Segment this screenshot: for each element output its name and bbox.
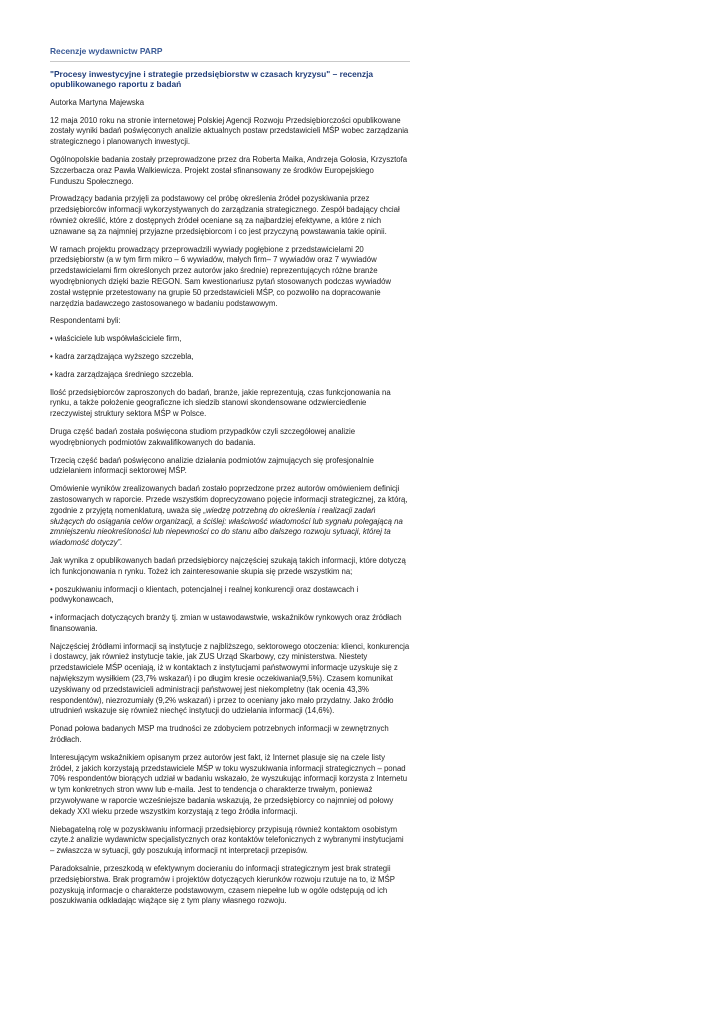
paragraph-12: Ponad połowa badanych MSP ma trudności ze zdobyciem potrzebnych informacji w zewnętrznych źródłach.: [50, 724, 389, 745]
section-title: Recenzje wydawnictw PARP: [50, 46, 410, 62]
paragraph-15: Paradoksalnie, przeszkodą w efektywnym docieraniu do informacji strategicznym jest brak strategii przedsiębiorstwa. Brak programów i projektów dotyczących kierunków rozwoju rzutuje na to, iż MŚP pozyskują informacje o charakterze podstawowym, czasem niepełne lub w ogóle odstępują od ich poszukiwania odkładając wiążące się z tym plany własnego rozwoju.: [50, 864, 395, 906]
paragraph-5: Respondentami byli:: [50, 316, 121, 326]
paragraph-9-text: Omówienie wyników zrealizowanych badań zostało poprzedzone przez autorów omówieniem definicji zastosowanych w raporcie. Przede wszystkim doprecyzowano pojęcie informacji strategicznej, za którą, zgodnie z przyjętą nomenklaturą, uważa się: [50, 484, 408, 515]
document-page: [50, 0, 410, 907]
paragraph-6: Ilość przedsiębiorców zaproszonych do badań, branże, jakie reprezentują, czas funkcjonowania na rynku, a także położenie geograficzne ich siedzib stanowi skondensowane odzwierciedlenie rzeczywistej struktury sektora MŚP w Polsce.: [50, 387, 391, 419]
paragraph-1: 12 maja 2010 roku na stronie internetowej Polskiej Agencji Rozwoju Przedsiębiorczości opublikowane zostały wyniki badań poświęconych analizie aktualnych postaw przedstawicieli MŚP wobec zarządzania strategicznego i planowanych inwestycji.: [50, 115, 409, 147]
paragraph-9: [50, 484, 410, 549]
paragraph-7: Druga część badań została poświęcona studiom przypadków czyli szczegółowej analizie wyodrębnionych podmiotów zakwalifikowanych do badania.: [50, 426, 356, 447]
list-item: • kadra zarządzająca średniego szczebla.: [50, 369, 194, 379]
list-item: • kadra zarządzająca wyższego szczebla,: [50, 351, 194, 361]
paragraph-14: Niebagatelną rolę w pozyskiwaniu informacji przedsiębiorcy przypisują również kontaktom osobistym czyte.ż analizie wydawnictw specjalistycznych oraz kontaktów telefonicznych z wybranymi instytucjami – zwłaszcza w sytuacji, gdy poszukują informacji nt interpretacji przepisów.: [50, 824, 404, 856]
paragraph-4: W ramach projektu prowadzący przeprowadzili wywiady pogłębione z przedstawicielami 20 przedsiębiorstw (a w tym firm mikro – 6 wywiadów, małych firm– 7 wywiadów oraz 7 wywiadów przedstawicielami firm określonych przez autorów jako średnie) reprezentujących różne branże wyodrębnionych dzięki bazie REGON. Sam kwestionariusz pytań stosowanych podczas wywiadów został wstępnie przetestowany na grupie 50 przedstawicieli MŚP, co pozwoliło na dopracowanie narzędzia badawczego zastosowanego w badaniu podstawowym.: [50, 244, 392, 308]
article-author: Autorka Martyna Majewska: [50, 97, 145, 107]
list-item: • właściciele lub współwłaściciele firm,: [50, 334, 182, 344]
paragraph-13: Interesującym wskaźnikiem opisanym przez autorów jest fakt, iż Internet plasuje się na czele listy źródeł, z jakich korzystają przedstawiciele MŚP w toku wyszukiwania informacji strategicznych – ponad 70% respondentów biorących udział w badaniu wskazało, że wyszukując informacji korzysta z Internetu w tym konkretnych stron www lub e-maila. Jest to tendencja o charakterze trwałym, ponieważ przywoływane w raporcie wcześniejsze badania wskazują, że przedsiębiorcy co najmniej od połowy dekady XXI wieku przede wszystkim korzystają z tego źródła informacji.: [50, 752, 408, 816]
definition-quote: „wiedzę potrzebną do określenia i realizacji zadań służących do osiągania celów organizacji, a ściślej: właściwość wiadomości lub sygnału polegającą na zmniejszeniu nieokreśloności lub niepewności co do stanu albo dalszego rozwoju sytuacji, której ta wiadomość dotyczy”.: [50, 505, 403, 548]
bullet-2: • informacjach dotyczących branży tj. zmian w ustawodawstwie, wskaźników rynkowych oraz źródłach finansowania.: [50, 613, 402, 633]
paragraph-2: Ogólnopolskie badania zostały przeprowadzone przez dra Roberta Maika, Andrzeja Gołosia, Krzysztofa Szczerbacza oraz Pawła Walkiewicza. Projekt został sfinansowany ze środków Europejskiego Funduszu Społecznego.: [50, 155, 408, 186]
paragraph-3: Prowadzący badania przyjęli za podstawowy cel próbę określenia źródeł pozyskiwania przez przedsiębiorców informacji wykorzystywanych do zarządzania strategicznego. Zespół badający chciał również określić, które z dostępnych źródeł oceniane są za najbardziej efektywne, a które z nich uznawane są za najmniej przyjazne przedsiębiorcom i co jest przyczyną powstawania takie opinii.: [50, 194, 400, 236]
paragraph-8: Trzecią część badań poświęcono analizie działania podmiotów zajmujących się profesjonalnie udzielaniem informacji sektorowej MŚP.: [50, 455, 374, 476]
paragraph-11: Najczęściej źródłami informacji są instytucje z najbliższego, sektorowego otoczenia: klienci, konkurencja i dostawcy, jak również instytucje takie, jak ZUS Urząd Skarbowy, czy ministerstwa. Niestety przedstawiciele MŚP oceniają, iż w kontaktach z instytucjami państwowymi informacje uzyskuje się z największym wysiłkiem (23,7% wskazań) i po długim kresie oczekiwania(9,5%). Czasem komunikat uzyskiwany od przedstawicieli administracji państwowej jest niekompletny (tak ocenia 43,3% respondentów), niezrozumiały (9,2% wskazań) i przez to oceniany jako mało przydatny. Jako źródło utrudnień wskazuje się również niechęć instytucji do udzielania informacji (14,6%).: [50, 641, 410, 716]
paragraph-10: Jak wynika z opublikowanych badań przedsiębiorcy najczęściej szukają takich informacji, które dotyczą ich funkcjonowania n rynku. Tożeż ich zainteresowanie skupia się przede wszystkim na;: [50, 555, 406, 576]
article-title: "Procesy inwestycyjne i strategie przedsiębiorstw w czasach kryzysu" – recenzja opublikowanego raportu z badań: [50, 69, 374, 90]
bullet-1: • poszukiwaniu informacji o klientach, potencjalnej i realnej konkurencji oraz dostawcach i podwykonawcach,: [50, 584, 359, 605]
